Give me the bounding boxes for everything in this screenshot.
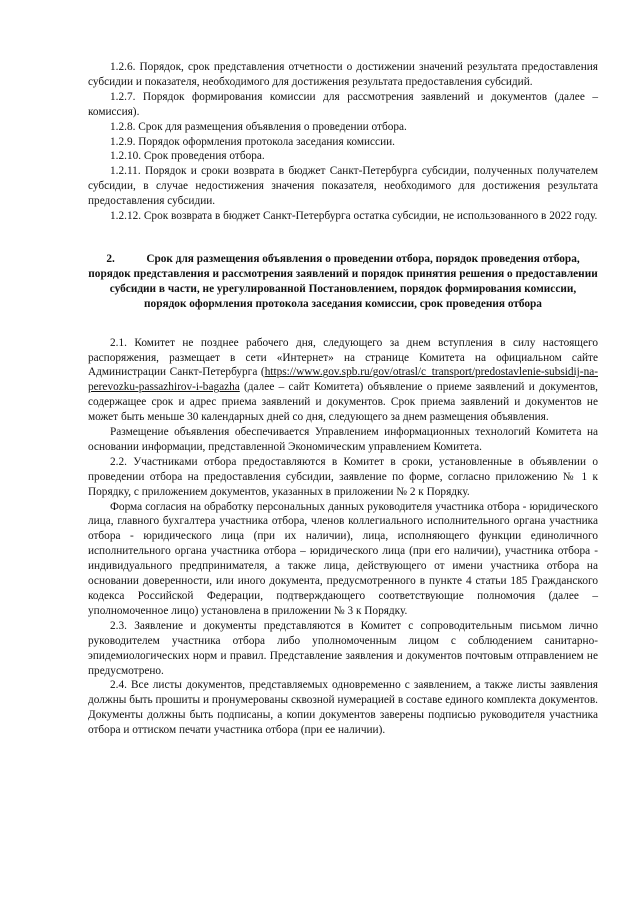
section-2-title: Срок для размещения объявления о проведении отбора, порядок проведения отбора, порядок представления и рассмотрения заявлений и порядок принятия решения о предоставлении субсидии в части, не урегулированной Постановлением, порядок формирования комиссии, порядок оформления протокола заседания комиссии, срок проведения отбора	[88, 252, 598, 310]
paragraph-1-2-9: 1.2.9. Порядок оформления протокола заседания комиссии.	[110, 135, 395, 148]
committee-website-link[interactable]: https://www.gov.spb.ru/gov/otrasl/c_transport/predostavlenie-subsidij-na-perevozku-passazhirov-i-bagazha	[88, 366, 598, 394]
paragraph-2-2-consent-form: Форма согласия на обработку персональных данных руководителя участника отбора - юридического лица, главного бухгалтера участника отбора, членов коллегиального исполнительного органа участника отбора - юридического лица (при их наличии), лица, исполняющего функции единоличного исполнительного органа участника отбора – юридического лица (при его наличии), участника отбора - индивидуального предпринимателя, а также лица, действующего от имени участника отбора на основании доверенности, или иного документа, предусмотренного в пункте 4 статьи 185 Гражданского кодекса Российской Федерации, подтверждающего соответствующие полномочия (далее – уполномоченное лицо) установлена в приложении № 3 к Порядку.	[88, 500, 598, 617]
paragraph-2-1-text-end: (далее – сайт Комитета) объявление о приеме заявлений и документов, содержащее срок и адрес приема заявлений и документов. Срок приема заявлений и документов не может быть меньше 30 календарных дней со дня, следующего за днем размещения объявления.	[88, 381, 598, 424]
paragraph-1-2-6: 1.2.6. Порядок, срок представления отчетности о достижении значений результата предоставления субсидии и показателя, необходимого для достижения результата предоставления субсидий.	[88, 61, 598, 88]
paragraph-1-2-8: 1.2.8. Срок для размещения объявления о проведении отбора.	[110, 120, 407, 133]
paragraph-2-1-text-start: 2.1. Комитет не позднее рабочего дня, следующего за днем вступления в силу настоящего распоряжения, размещает в сети «Интернет» на странице Комитета на официальном сайте Администрации Санкт-Петербурга (	[88, 336, 598, 379]
paragraph-2-1-placement: Размещение объявления обеспечивается Управлением информационных технологий Комитета на основании информации, представленной Экономическим управлением Комитета.	[88, 426, 598, 453]
section-2-number: 2.	[106, 252, 115, 265]
document-page	[88, 60, 598, 738]
paragraph-2-2: 2.2. Участниками отбора предоставляются в Комитет в сроки, установленные в объявлении о проведении отбора на предоставления субсидии, заявление по форме, согласно приложению № 1 к Порядку, с приложением документов, указанных в приложении № 2 к Порядку.	[88, 455, 598, 498]
paragraph-1-2-7: 1.2.7. Порядок формирования комиссии для рассмотрения заявлений и документов (далее – комиссия).	[88, 90, 598, 118]
section-2-heading	[88, 252, 598, 312]
paragraph-1-2-10: 1.2.10. Срок проведения отбора.	[110, 150, 265, 163]
paragraph-2-4: 2.4. Все листы документов, представляемых одновременно с заявлением, а также листы заявления должны быть прошиты и пронумерованы сквозной нумерацией в составе единого комплекта документов. Документы должны быть подписаны, а копии документов заверены подписью руководителя участника отбора и оттиском печати участника отбора (при ее наличии).	[88, 679, 598, 737]
paragraph-2-3: 2.3. Заявление и документы представляются в Комитет с сопроводительным письмом лично руководителем участника отбора либо уполномоченным лицом с соблюдением санитарно-эпидемиологических норм и правил. Представление заявления и документов почтовым отправлением не предусмотрено.	[88, 619, 598, 677]
paragraph-1-2-12: 1.2.12. Срок возврата в бюджет Санкт-Петербурга остатка субсидии, не использованного в 2022 году.	[110, 210, 598, 223]
paragraph-2-1	[88, 336, 598, 425]
paragraph-1-2-11: 1.2.11. Порядок и сроки возврата в бюджет Санкт-Петербурга субсидии, полученных получателем субсидии, в случае недостижения значения показателя, необходимого для достижения результата предоставления субсидии.	[88, 165, 598, 208]
